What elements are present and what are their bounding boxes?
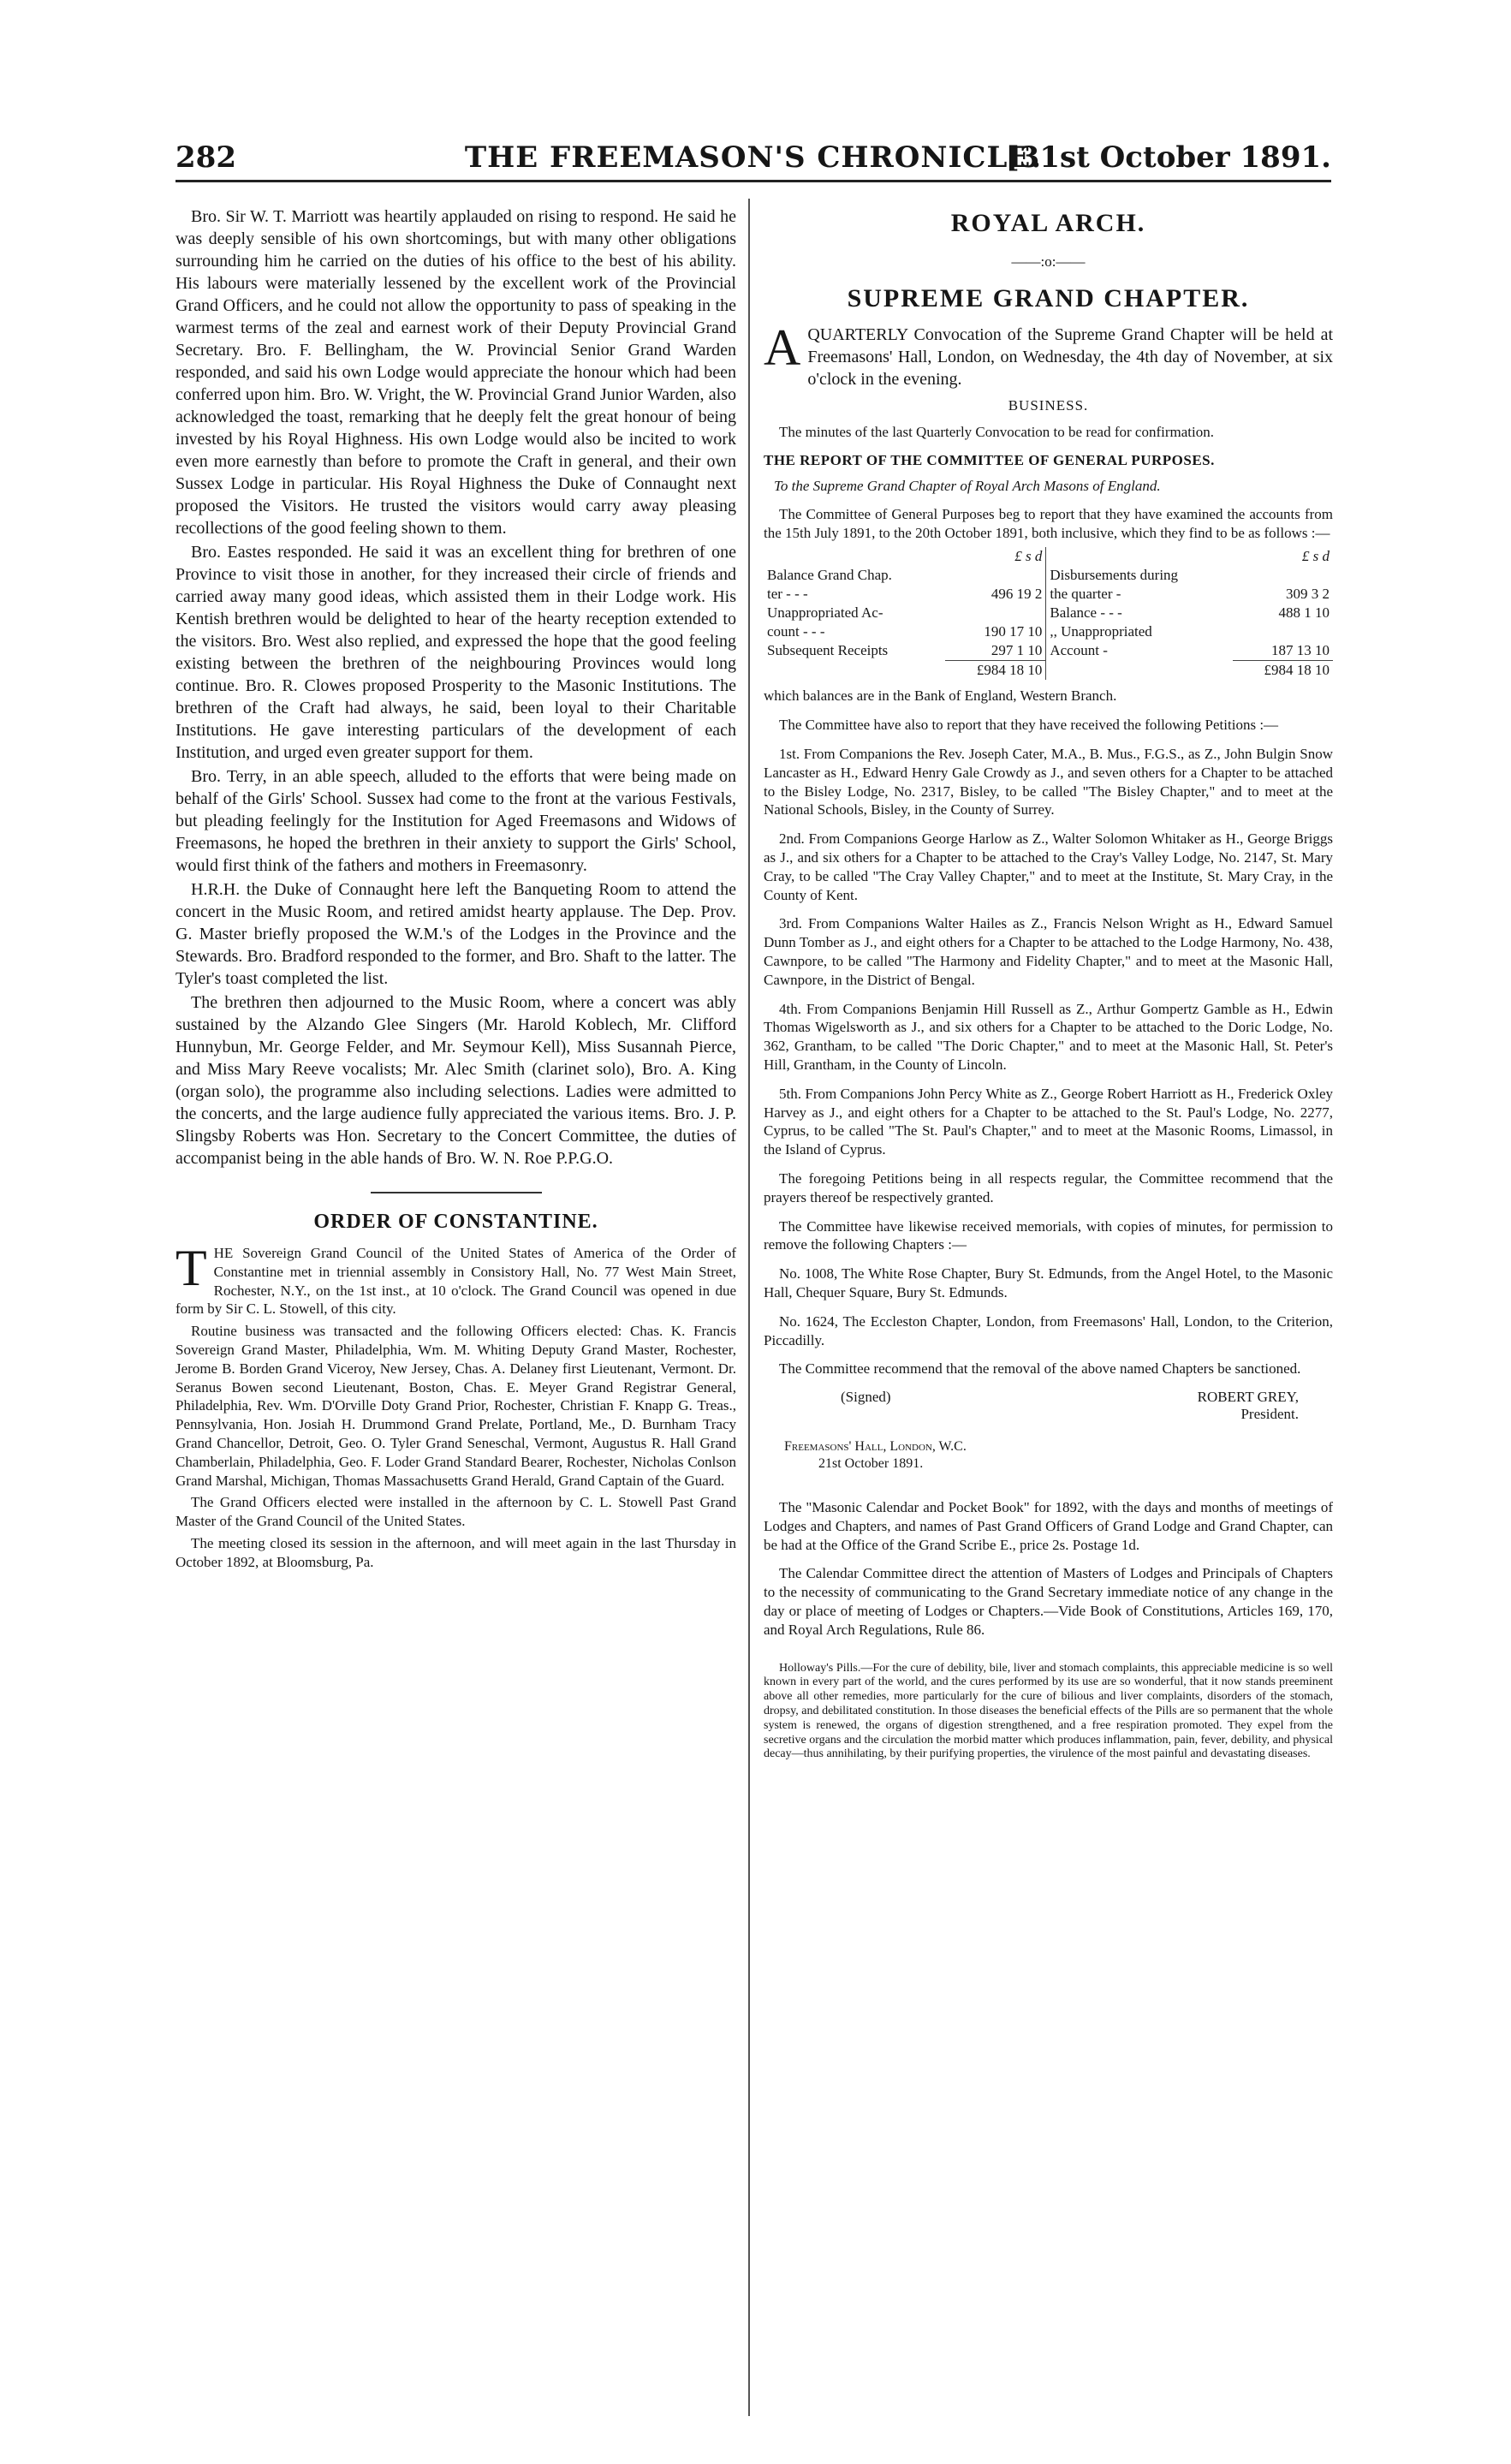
newspaper-title: THE FREEMASON'S CHRONICLE. <box>464 140 1043 175</box>
article-paragraph: Bro. Sir W. T. Marriott was heartily applauded on rising to respond. He said he was deeply sensible of his own shortcomings, but with many other obligations surrounding him he carried on the duties of his office to the best of his ability. His labours were materially lessened by the excellent work of the Provincial Grand Officers, and he could not allow the opportunity to pass of speaking in the warmest terms of the zeal and earnest work of their Deputy Provincial Grand Secretary. Bro. F. Bellingham, the W. Provincial Senior Grand Warden responded, and said his own Lodge would appreciate the honour which had been conferred upon him. Bro. W. Vright, the W. Provincial Grand Junior Warden, also acknowledged the toast, remarking that he deeply felt the great honour of being invested by his Royal Highness. His own Lodge would also be incited to work even more earnestly than before to promote the Craft in general, and their own Sussex Lodge in particular. His Royal Highness the Duke of Connaught next proposed the Visitors. He trusted the visitors would carry away pleasing recollections of the good feeling shown to them. <box>175 207 736 538</box>
petitions-intro: The Committee have also to report that they have received the following Petitions :— <box>779 717 1279 734</box>
right-total: £984 18 10 <box>1233 661 1333 681</box>
report-paragraph: The Committee have likewise received memorials, with copies of minutes, for permission to remove the following Chapters :— <box>764 1217 1333 1253</box>
signatory-name: ROBERT GREY, <box>1197 1389 1299 1406</box>
report-heading: THE REPORT OF THE COMMITTEE OF GENERAL PURPOSES. <box>764 451 1215 468</box>
currency-header: £ s d <box>945 547 1045 566</box>
page-header <box>175 137 1331 182</box>
constantine-paragraph: The meeting closed its session in the afternoon, and will meet again in the last Thursday in October 1892, at Bloomsburg, Pa. <box>175 1534 736 1570</box>
petition-item: 2nd. From Companions George Harlow as Z., Walter Solomon Whitaker as H., George Briggs as J., and six others for a Chapter to be attached to the Cray's Valley Lodge, No. 2147, St. Mary Cray, to be called "The Cray Valley Chapter," and to meet at the Institute, St. Mary Cray, in the County of Kent. <box>764 830 1333 903</box>
accounts-table <box>764 547 1333 680</box>
address-date: 21st October 1891. <box>818 1456 924 1472</box>
calendar-notice: The Calendar Committee direct the attention of Masters of Lodges and Principals of Chapters to the necessity of communicating to the Grand Secretary immediate notice of any change in the day or place of meeting of Lodges or Chapters.—Vide Book of Constitutions, Articles 169, 170, and Royal Arch Regulations, Rule 86. <box>764 1565 1333 1638</box>
currency-header: £ s d <box>1301 548 1330 565</box>
constantine-paragraph: The Grand Officers elected were installed in the afternoon by C. L. Stowell Past Grand Master of the Grand Council of the United States. <box>175 1494 736 1530</box>
left-column <box>175 205 736 1575</box>
accounts-total-row <box>764 661 1333 681</box>
accounts-header-row <box>764 547 1333 566</box>
signature-block <box>841 1389 1299 1423</box>
signatory-role: President. <box>1240 1406 1299 1423</box>
constantine-title: ORDER OF CONSTANTINE. <box>313 1211 598 1233</box>
section-rule <box>371 1192 542 1193</box>
article-paragraph: Bro. Eastes responded. He said it was an excellent thing for brethren of one Province to visit those in another, for they increased their circle of friends and carried away many good ideas, which assisted them in their Lodge work. His Kentish brethren would be delighted to hear of the hearty reception extended to the visitors. Bro. West also replied, and expressed the hope that the good feeling existing between the brethren of the neighbouring Provinces would long continue. Bro. R. Clowes proposed Prosperity to the Masonic Institutions. The brethren of the Craft had always, he said, been loyal to their Charitable Institutions. He gave interesting particulars of the development of each Institution, and urged even greater support for them. <box>175 543 736 762</box>
article-paragraph: The brethren then adjourned to the Music Room, where a concert was ably sustained by the Alzando Glee Singers (Mr. Harold Koblech, Mr. Clifford Hunnybun, Mr. George Felder, and Mr. Seymour Kell), Miss Susannah Pierce, and Miss Mary Reeve vocalists; Mr. Alec Smith (clarinet solo), Bro. A. King (organ solo), the programme also including selections. Ladies were admitted to the concerts, and the large audience fully appreciated the various items. Bro. J. P. Slingsby Roberts was Hon. Secretary to the Concert Committee, the duties of accompanist being in the able hands of Bro. W. N. Roe P.P.G.O. <box>175 993 736 1168</box>
accounts-row: ter - - - 496 19 2 the quarter - 309 3 2 <box>767 586 1330 603</box>
accounts-row: count - - - 190 17 10 ,, Unappropriated <box>767 623 1152 640</box>
left-total: £984 18 10 <box>945 661 1045 681</box>
petition-item: 3rd. From Companions Walter Hailes as Z., Francis Nelson Wright as H., Edward Samuel Dunn Tomber as J., and eight others for a Chapter to be attached to the Lodge Harmony, No. 438, Cawnpore, to be called "The Harmony and Fidelity Chapter," and to meet at the Masonic Hall, Cawnpore, in the District of Bengal. <box>764 915 1333 988</box>
report-intro: The Committee of General Purposes beg to report that they have examined the accounts from the 15th July 1891, to the 20th October 1891, both inclusive, which they find to be as follows :— <box>764 505 1333 541</box>
title-ornament: ——:o:—— <box>1011 253 1086 270</box>
supreme-grand-chapter-title: SUPREME GRAND CHAPTER. <box>847 284 1250 312</box>
petition-item: 1st. From Companions the Rev. Joseph Cater, M.A., B. Mus., F.G.S., as Z., John Bulgin Snow Lancaster as H., Edward Henry Gale Crowdy as J., and seven others for a Chapter to be attached to the Bisley Lodge, No. 2317, Bisley, to be called "The Bisley Chapter," and to meet at the National Schools, Bisley, in the County of Surrey. <box>764 745 1333 818</box>
page-number: 282 <box>175 140 236 175</box>
constantine-paragraph: Routine business was transacted and the following Officers elected: Chas. K. Francis Sovereign Grand Master, Philadelphia, Wm. M. Whiting Deputy Grand Master, Rochester, Jerome B. Borden Grand Viceroy, New Jersey, Chas. A. Delaney first Lieutenant, Vermont. Dr. Seranus Bowen second Lieutenant, Boston, Chas. E. Meyer Grand Registrar General, Philadelphia, Rev. Wm. D'Orville Doty Grand Prior, Rochester, Christian F. Knapp G. Treas., Pennsylvania, Hon. Josiah H. Drummond Grand Prelate, Portland, Me., D. Burnham Tracy Grand Chancellor, Detroit, Geo. O. Tyler Grand Seneschal, Vermont, Augustus R. Hall Grand Chamberlain, Philadelphia, Geo. F. Loder Grand Standard Bearer, Rochester, Nicholas Conlson Grand Marshal, Michigan, Thomas Massachusetts Grand Herald, Grand Captain of the Guard. <box>175 1323 736 1489</box>
address-block <box>784 1438 1333 1473</box>
right-column <box>764 209 1333 1762</box>
minutes-item: The minutes of the last Quarterly Convocation to be read for confirmation. <box>779 424 1214 440</box>
report-paragraph: The foregoing Petitions being in all respects regular, the Committee recommend that the prayers thereof be respectively granted. <box>764 1170 1333 1205</box>
signed-label: (Signed) <box>841 1389 891 1406</box>
article-paragraph: H.R.H. the Duke of Connaught here left the Banqueting Room to attend the concert in the Music Room, and retired amidst hearty applause. The Dep. Prov. G. Master briefly proposed the W.M.'s of the Lodges in the Province and the Stewards. Bro. Bradford responded to the former, and Bro. Shaft to the latter. The Tyler's toast completed the list. <box>175 880 736 988</box>
constantine-intro: THE Sovereign Grand Council of the United States of America of the Order of Constantine met in triennial assembly in Consistory Hall, No. 77 West Main Street, Rochester, N.Y., on the 1st inst., at 10 o'clock. The Grand Council was opened in due form by Sir C. L. Stowell, of this city. <box>175 1240 736 1318</box>
column-divider <box>748 199 750 2416</box>
accounts-row: Subsequent Receipts 297 1 10 Account - 187 13 10 <box>764 641 1333 661</box>
convocation-notice: AQUARTERLY Convocation of the Supreme Grand Chapter will be held at Freemasons' Hall, London, on Wednesday, the 4th day of November, at six o'clock in the evening. <box>764 319 1333 389</box>
report-addressee: To the Supreme Grand Chapter of Royal Arch Masons of England. <box>774 477 1161 494</box>
petition-item: 5th. From Companions John Percy White as Z., George Robert Harriott as H., Frederick Oxley Harvey as J., and eight others for a Chapter to be attached to the St. Paul's Lodge, No. 2277, Cyprus, to be called "The St. Paul's Chapter," and to meet at the Masonic Rooms, Limassol, in the Island of Cyprus. <box>764 1085 1333 1158</box>
report-paragraph: No. 1624, The Eccleston Chapter, London, from Freemasons' Hall, London, to the Criterion, Piccadilly. <box>764 1312 1333 1348</box>
report-paragraph: No. 1008, The White Rose Chapter, Bury St. Edmunds, from the Angel Hotel, to the Masonic Hall, Chequer Square, Bury St. Edmunds. <box>764 1265 1333 1300</box>
dropcap-letter: A <box>764 319 801 376</box>
dropcap-letter: T <box>175 1240 207 1296</box>
accounts-row: Balance Grand Chap. Disbursements during <box>767 567 1179 584</box>
business-label: BUSINESS. <box>1008 397 1089 414</box>
royal-arch-title: ROYAL ARCH. <box>950 209 1146 237</box>
accounts-row: Unappropriated Ac- Balance - - - 488 1 10 <box>767 604 1330 622</box>
address-line: Freemasons' Hall, London, W.C. <box>784 1439 967 1455</box>
petition-item: 4th. From Companions Benjamin Hill Russell as Z., Arthur Gompertz Gamble as H., Edwin Thomas Wigelsworth as J., and six others for a Chapter to be attached to the Doric Lodge, No. 362, Grantham, to be called "The Doric Chapter," and to meet at the Masonic Hall, St. Peter's Hill, Grantham, in the County of Lincoln. <box>764 1000 1333 1073</box>
calendar-notice: The "Masonic Calendar and Pocket Book" for 1892, with the days and months of meetings of Lodges and Chapters, and names of Past Grand Officers of Grand Lodge and Grand Chapter, can be had at the Office of the Grand Scribe E., price 2s. Postage 1d. <box>764 1499 1333 1553</box>
report-paragraph: The Committee recommend that the removal of the above named Chapters be sanctioned. <box>779 1360 1301 1378</box>
holloway-advert: Holloway's Pills.—For the cure of debility, bile, liver and stomach complaints, this appreciable medicine is so well known in every part of the world, and the cures performed by its use are so wonderful, that it now stands preeminent above all other remedies, more particularly for the cure of bilious and liver complaints, disorders of the stomach, dropsy, and debilitated constitution. In those diseases the beneficial effects of the Pills are so permanent that the whole system is renewed, the organs of digestion strengthened, and a free respiration promoted. They expel from the secretive organs and the circulation the morbid matter which produces inflammation, pain, fever, debility, and physical decay—thus annihilating, by their purifying properties, the virulence of the most painful and devastating diseases. <box>764 1661 1334 1761</box>
issue-date: [31st October 1891. <box>1005 140 1331 175</box>
article-paragraph: Bro. Terry, in an able speech, alluded to the efforts that were being made on behalf of the Girls' School. Sussex had come to the front at the various Festivals, but pleading feelingly for the Institution for Aged Freemasons and Widows of Freemasons, he hoped the brethren in their anxiety to support the Girls' School, would first think of the fathers and mothers in Freemasonry. <box>175 767 736 875</box>
balances-note: which balances are in the Bank of England, Western Branch. <box>764 687 1117 705</box>
